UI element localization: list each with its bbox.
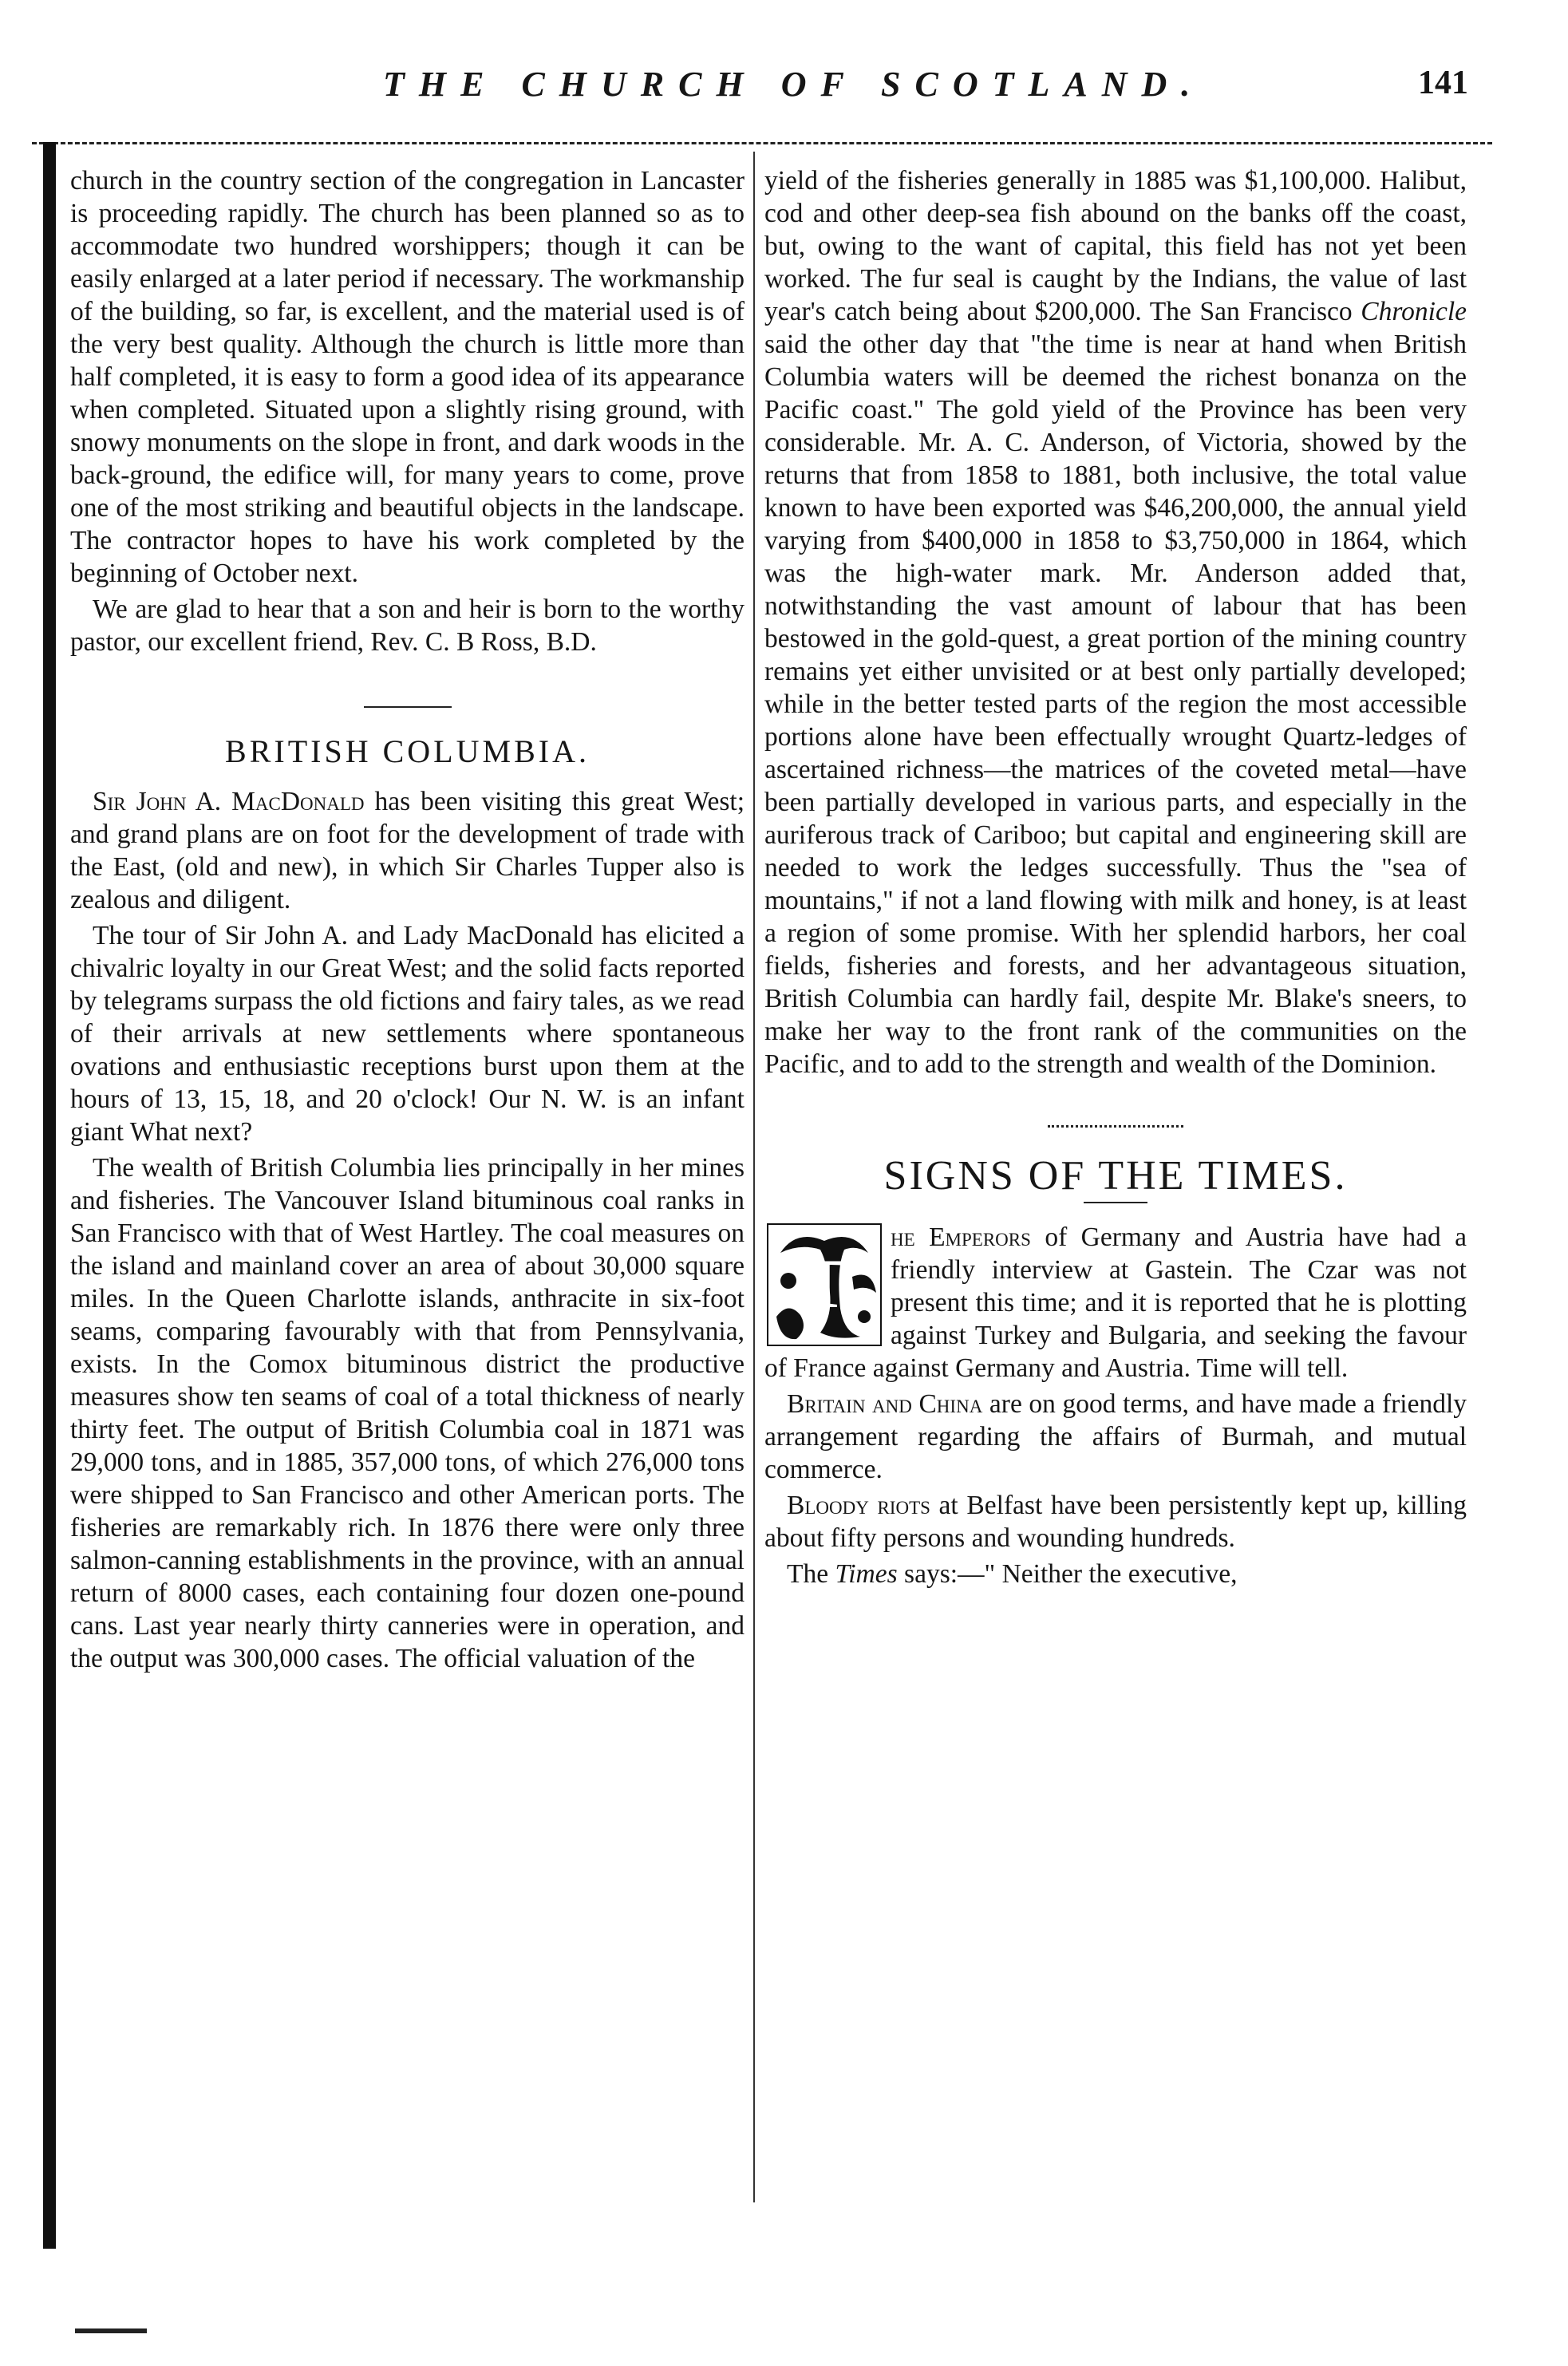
bottom-margin-mark (75, 2328, 147, 2333)
right-column (764, 164, 1467, 1594)
section-separator (1048, 1125, 1183, 1128)
paragraph-church-lancaster: church in the country section of the congregation in Lancaster is proceeding rapidly. The church has been planned so as to accommodate two hundred worshippers; though it can be easily enlarged at a later period if necessary. The workmanship of the building, so far, is excellent, and the material used is of the very best quality. Although the church is little more than half completed, it is easy to form a good idea of its appearance when completed. Situated upon a slightly rising ground, with snowy monuments on the slope in front, and dark woods in the back-ground, the edifice will, for many years to come, prove one of the most striking and beautiful objects in the landscape. The contractor hopes to have his work completed by the beginning of October next. (70, 166, 745, 588)
heading-signs-of-the-times: SIGNS OF THE TIMES. (883, 1153, 1348, 1199)
text-times-quote: says:—" Neither the executive, (897, 1559, 1238, 1589)
text-emperors: of Germany and Austria have had a friendly interview at Gastein. The Czar was not present this time; and it is reported that he is plotting against Turkey and Bulgaria, and seeking the favour of France against Germany and Austria. Time will tell. (764, 1222, 1467, 1383)
section-rule (364, 706, 452, 708)
ornamental-dropcap-t (764, 1221, 884, 1349)
page-edge-bar (43, 142, 56, 2249)
lead-bloody-riots: Bloody riots (787, 1491, 930, 1520)
text-macdonald-visit: has been visiting this great West; and grand plans are on foot for the development of trade with the East, (old and new), in which Sir Charles Tupper also is zealous and diligent. (70, 787, 745, 914)
text-belfast-riots: at Belfast have been persistently kept up, killing about fifty persons and wounding hundreds. (764, 1491, 1467, 1553)
paragraph-belfast-riots (764, 1489, 1467, 1554)
column-divider (753, 152, 755, 2202)
lead-britain-china: Britain and China (787, 1389, 983, 1419)
heading-underline (1084, 1202, 1147, 1203)
running-header (48, 64, 1468, 120)
text-britain-china: are on good terms, and have made a friendly arrangement regarding the affairs of Burmah, and mutual commerce. (764, 1389, 1467, 1484)
header-rule (32, 142, 1492, 144)
lead-sir-john: Sir John A. MacDonald (93, 787, 365, 816)
dropcap-letter: T (800, 1246, 848, 1323)
text-gold-yield: said the other day that "the time is near at hand when British Columbia waters will be deemed the richest bonanza on the Pacific coast." The gold yield of the Province has been very considerable. Mr. A. C. Anderson, of Victoria, showed by the returns that from 1858 to 1881, both inclusive, the total value known to have been exported was $46,200,000, the annual yield varying from $400,000 in 1858 to $3,750,000 in 1864, which was the high-water mark. Mr. Anderson added that, notwithstanding the vast amount of labour that has been bestowed in the gold-quest, a great portion of the mining country remains yet either unvisited or at best only partially developed; while in the better tested parts of the region the most accessible portions alone have been effectually wrought Quartz-ledges of ascertained richness—the matrices of the coveted metal—have been partially developed in various parts, and especially in the auriferous track of Cariboo; but capital and engineering skill are needed to work the ledges successfully. Thus the "sea of mountains," if not a land flowing with milk and honey, is at least a region of some promise. With her splendid harbors, her coal fields, fisheries and forests, and her advantageous situation, British Columbia can hardly fail, despite Mr. Blake's sneers, to make her way to the front rank of the communities on the Pacific, and to add to the strength and wealth of the Dominion. (764, 330, 1467, 1079)
text-fisheries: yield of the fisheries generally in 1885 was $1,100,000. Halibut, cod and other deep-sea fish abound on the banks off the coast, but, owing to the want of capital, this field has not yet been worked. The fur seal is caught by the Indians, the value of last year's catch being about $200,000. The San Francisco (764, 166, 1467, 326)
text-chronicle: Chronicle (1361, 297, 1467, 326)
lead-emperors: he Emperors (891, 1222, 1031, 1252)
paragraph-macdonald-visit (70, 785, 745, 916)
running-title: THE CHURCH OF SCOTLAND. (383, 65, 1205, 104)
paragraph-emperors (764, 1221, 1467, 1384)
heading-british-columbia: BRITISH COLUMBIA. (225, 733, 590, 769)
left-column (70, 164, 745, 1678)
paragraph-wealth: The wealth of British Columbia lies principally in her mines and fisheries. The Vancouver Island bituminous coal ranks in San Francisco with that of West Hartley. The coal measures on the island and mainland cover an area of about 30,000 square miles. In the Queen Charlotte islands, anthracite in six-foot seams, comparing favourably with that from Pennsylvania, exists. In the Comox bituminous district the productive measures show ten seams of coal of a total thickness of nearly thirty feet. The output of British Columbia coal in 1871 was 29,000 tons, and in 1885, 357,000 tons, of which 276,000 tons were shipped to San Francisco and other American ports. The fisheries are remarkably rich. In 1876 there were only three salmon-canning establishments in the province, with an annual return of 8000 cases, each containing four dozen one-pound cans. Last year nearly thirty canneries were in operation, and the output was 300,000 cases. The official valuation of the (70, 1153, 745, 1673)
paragraph-tour: The tour of Sir John A. and Lady MacDonald has elicited a chivalric loyalty in our Great West; and the solid facts reported by telegrams surpass the old fictions and fairy tales, as we read of their arrivals at new settlements where spontaneous ovations and enthusiastic receptions burst upon them at the hours of 13, 15, 18, and 20 o'clock! Our N. W. is an infant giant What next? (70, 921, 745, 1147)
paragraph-times-quote (764, 1558, 1467, 1590)
text-the: The (787, 1559, 835, 1589)
paragraph-britain-china (764, 1388, 1467, 1486)
paragraph-pastor-son: We are glad to hear that a son and heir is born to the worthy pastor, our excellent friend, Rev. C. B Ross, B.D. (70, 594, 745, 657)
page-number: 141 (1418, 65, 1468, 101)
paragraph-fisheries-gold (764, 164, 1467, 1080)
text-times: Times (835, 1559, 898, 1589)
